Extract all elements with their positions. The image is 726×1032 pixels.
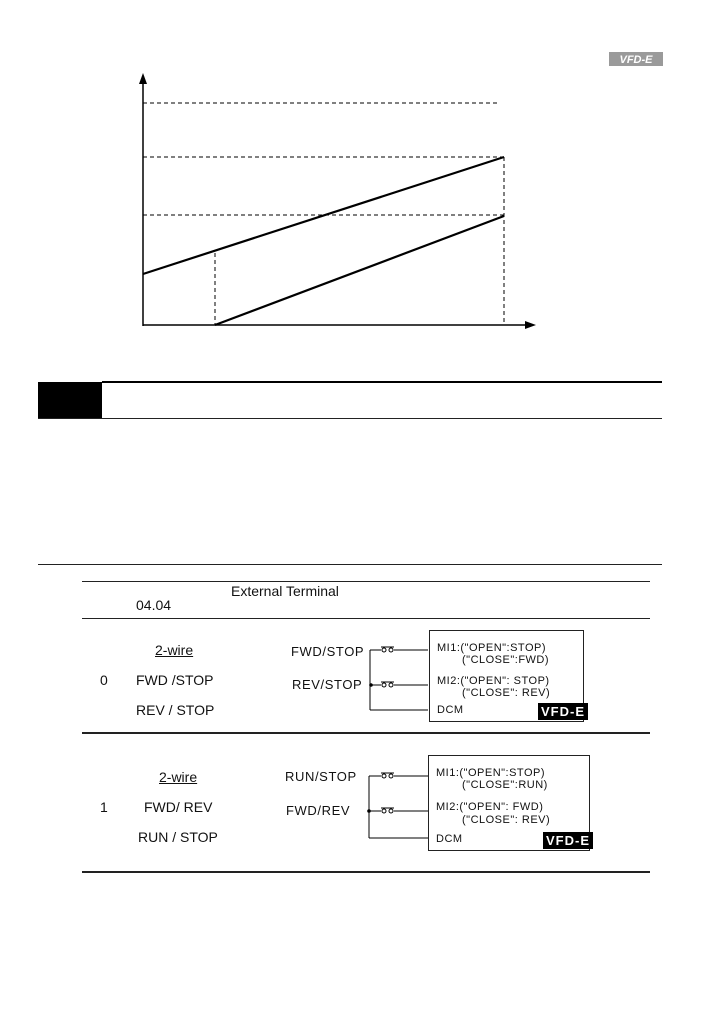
row-mode: 2-wire [155,642,194,658]
section-rule-bottom [38,418,662,419]
frequency-graph [0,0,726,360]
wire-label-2: REV/STOP [292,677,363,692]
lower-slope [215,216,504,325]
box-line-mi2: MI2:("OPEN": FWD) [436,801,544,813]
box-line-dcm: DCM [437,704,464,716]
section-rule-top [102,381,662,383]
box-line-mi2-close: ("CLOSE": REV) [462,814,551,826]
box-line-mi1: MI1:("OPEN":STOP) [436,767,546,779]
row-line2: REV / STOP [136,702,215,718]
row-line1: FWD /STOP [136,672,214,688]
box-line-mi1: MI1:("OPEN":STOP) [437,642,547,654]
table-rule-bottom [82,871,650,873]
section-tab [38,382,102,419]
logo-text: VFD-E [619,54,653,66]
upper-slope [143,157,504,274]
box-line-mi2: MI2:("OPEN": STOP) [437,675,550,687]
box-line-dcm: DCM [436,833,463,845]
table-header-param: 04.04 [136,597,172,613]
wiring-diagram [368,640,430,722]
vfd-badge: VFD-E [538,703,588,720]
table-header-col: External Terminal [231,583,339,599]
table-rule-header [82,618,650,619]
wire-label-1: RUN/STOP [285,769,357,784]
divider-rule [38,564,662,565]
y-axis-arrow [139,73,147,84]
x-axis-arrow [525,321,536,329]
vfd-badge: VFD-E [543,832,593,849]
box-line-mi1-close: ("CLOSE":RUN) [462,779,548,791]
table-rule-top [82,581,650,582]
box-line-mi1-close: ("CLOSE":FWD) [462,654,550,666]
row-line1: FWD/ REV [144,799,213,815]
wire-label-2: FWD/REV [286,803,351,818]
wire-label-1: FWD/STOP [291,644,365,659]
row-value: 0 [100,672,108,688]
row-mode: 2-wire [159,769,198,785]
box-line-mi2-close: ("CLOSE": REV) [462,687,551,699]
wiring-diagram [366,766,430,848]
table-rule-row1 [82,732,650,734]
row-line2: RUN / STOP [138,829,218,845]
row-value: 1 [100,799,108,815]
